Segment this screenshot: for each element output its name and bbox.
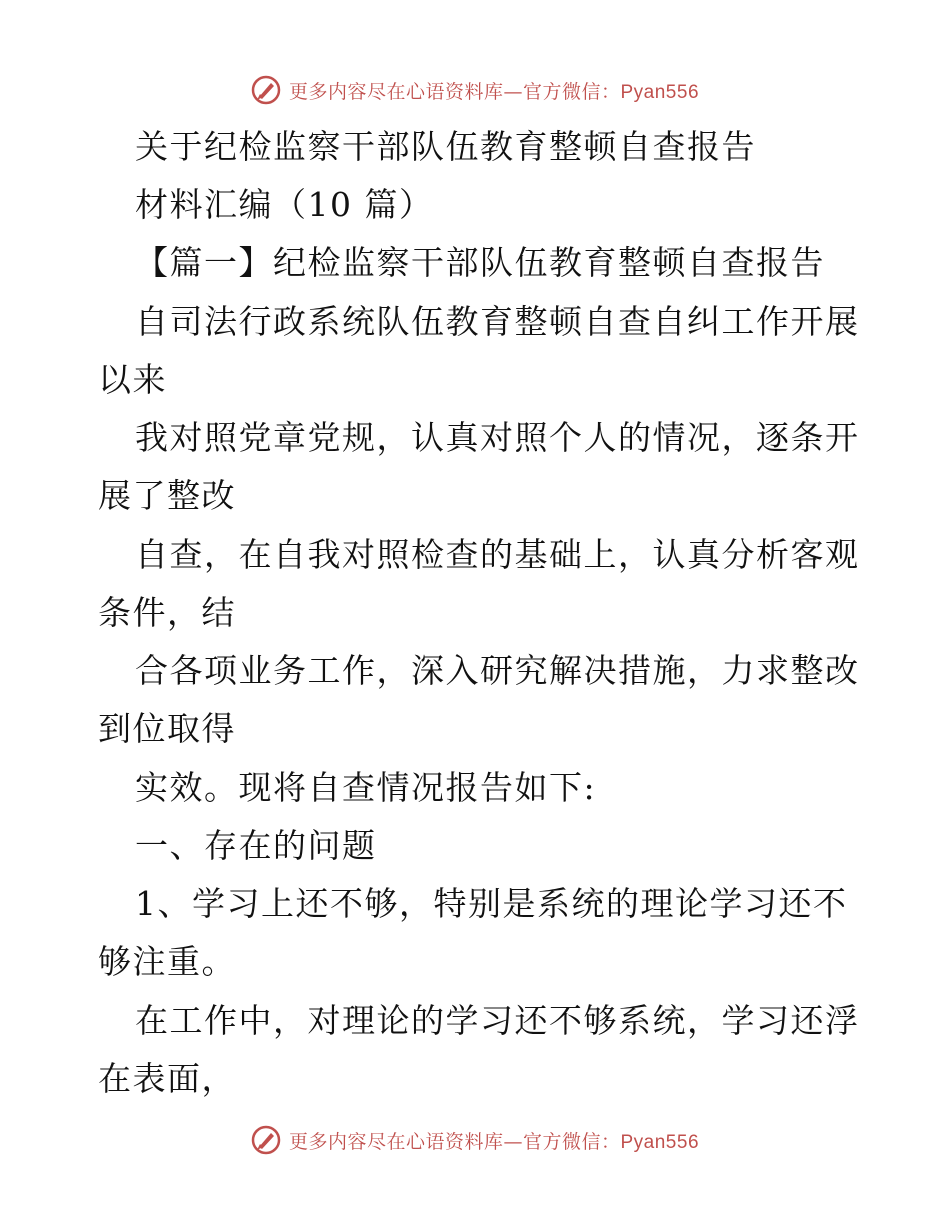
pen-nib-logo-icon	[251, 1125, 281, 1155]
paragraph-line: 展了整改	[98, 476, 236, 515]
wechat-id: Pyan556	[620, 81, 700, 103]
paragraph-line: 在表面，	[98, 1059, 236, 1098]
paragraph-line: 自司法行政系统队伍教育整顿自查自纠工作开展	[135, 302, 860, 341]
document-title-line-2: 材料汇编（10 篇）	[135, 185, 434, 224]
watermark-text: 更多内容尽在心语资料库—官方微信：Pyan556	[288, 1130, 700, 1153]
document-title-line-1: 关于纪检监察干部队伍教育整顿自查报告	[135, 127, 756, 166]
paragraph-line: 条件，结	[98, 593, 236, 632]
paragraph-line: 我对照党章党规，认真对照个人的情况，逐条开	[135, 418, 860, 457]
paragraph-line: 在工作中，对理论的学习还不够系统，学习还浮	[135, 1001, 860, 1040]
paragraph-line: 1、学习上还不够，特别是系统的理论学习还不	[135, 884, 848, 923]
paragraph-line: 自查，在自我对照检查的基础上，认真分析客观	[135, 535, 860, 574]
paragraph-line: 到位取得	[98, 709, 236, 748]
section-subheading: 一、存在的问题	[135, 826, 377, 865]
watermark-banner-bottom	[0, 1120, 950, 1160]
section-heading: 【篇一】纪检监察干部队伍教育整顿自查报告	[135, 243, 825, 282]
paragraph-line: 实效。现将自查情况报告如下:	[135, 768, 597, 807]
pen-nib-logo-icon	[251, 75, 281, 105]
watermark-text: 更多内容尽在心语资料库—官方微信：Pyan556	[288, 80, 700, 103]
watermark-banner-top	[0, 70, 950, 110]
paragraph-line: 合各项业务工作，深入研究解决措施，力求整改	[135, 651, 860, 690]
paragraph-line: 以来	[98, 360, 167, 399]
paragraph-line: 够注重。	[98, 942, 236, 981]
wechat-id: Pyan556	[620, 1131, 700, 1153]
